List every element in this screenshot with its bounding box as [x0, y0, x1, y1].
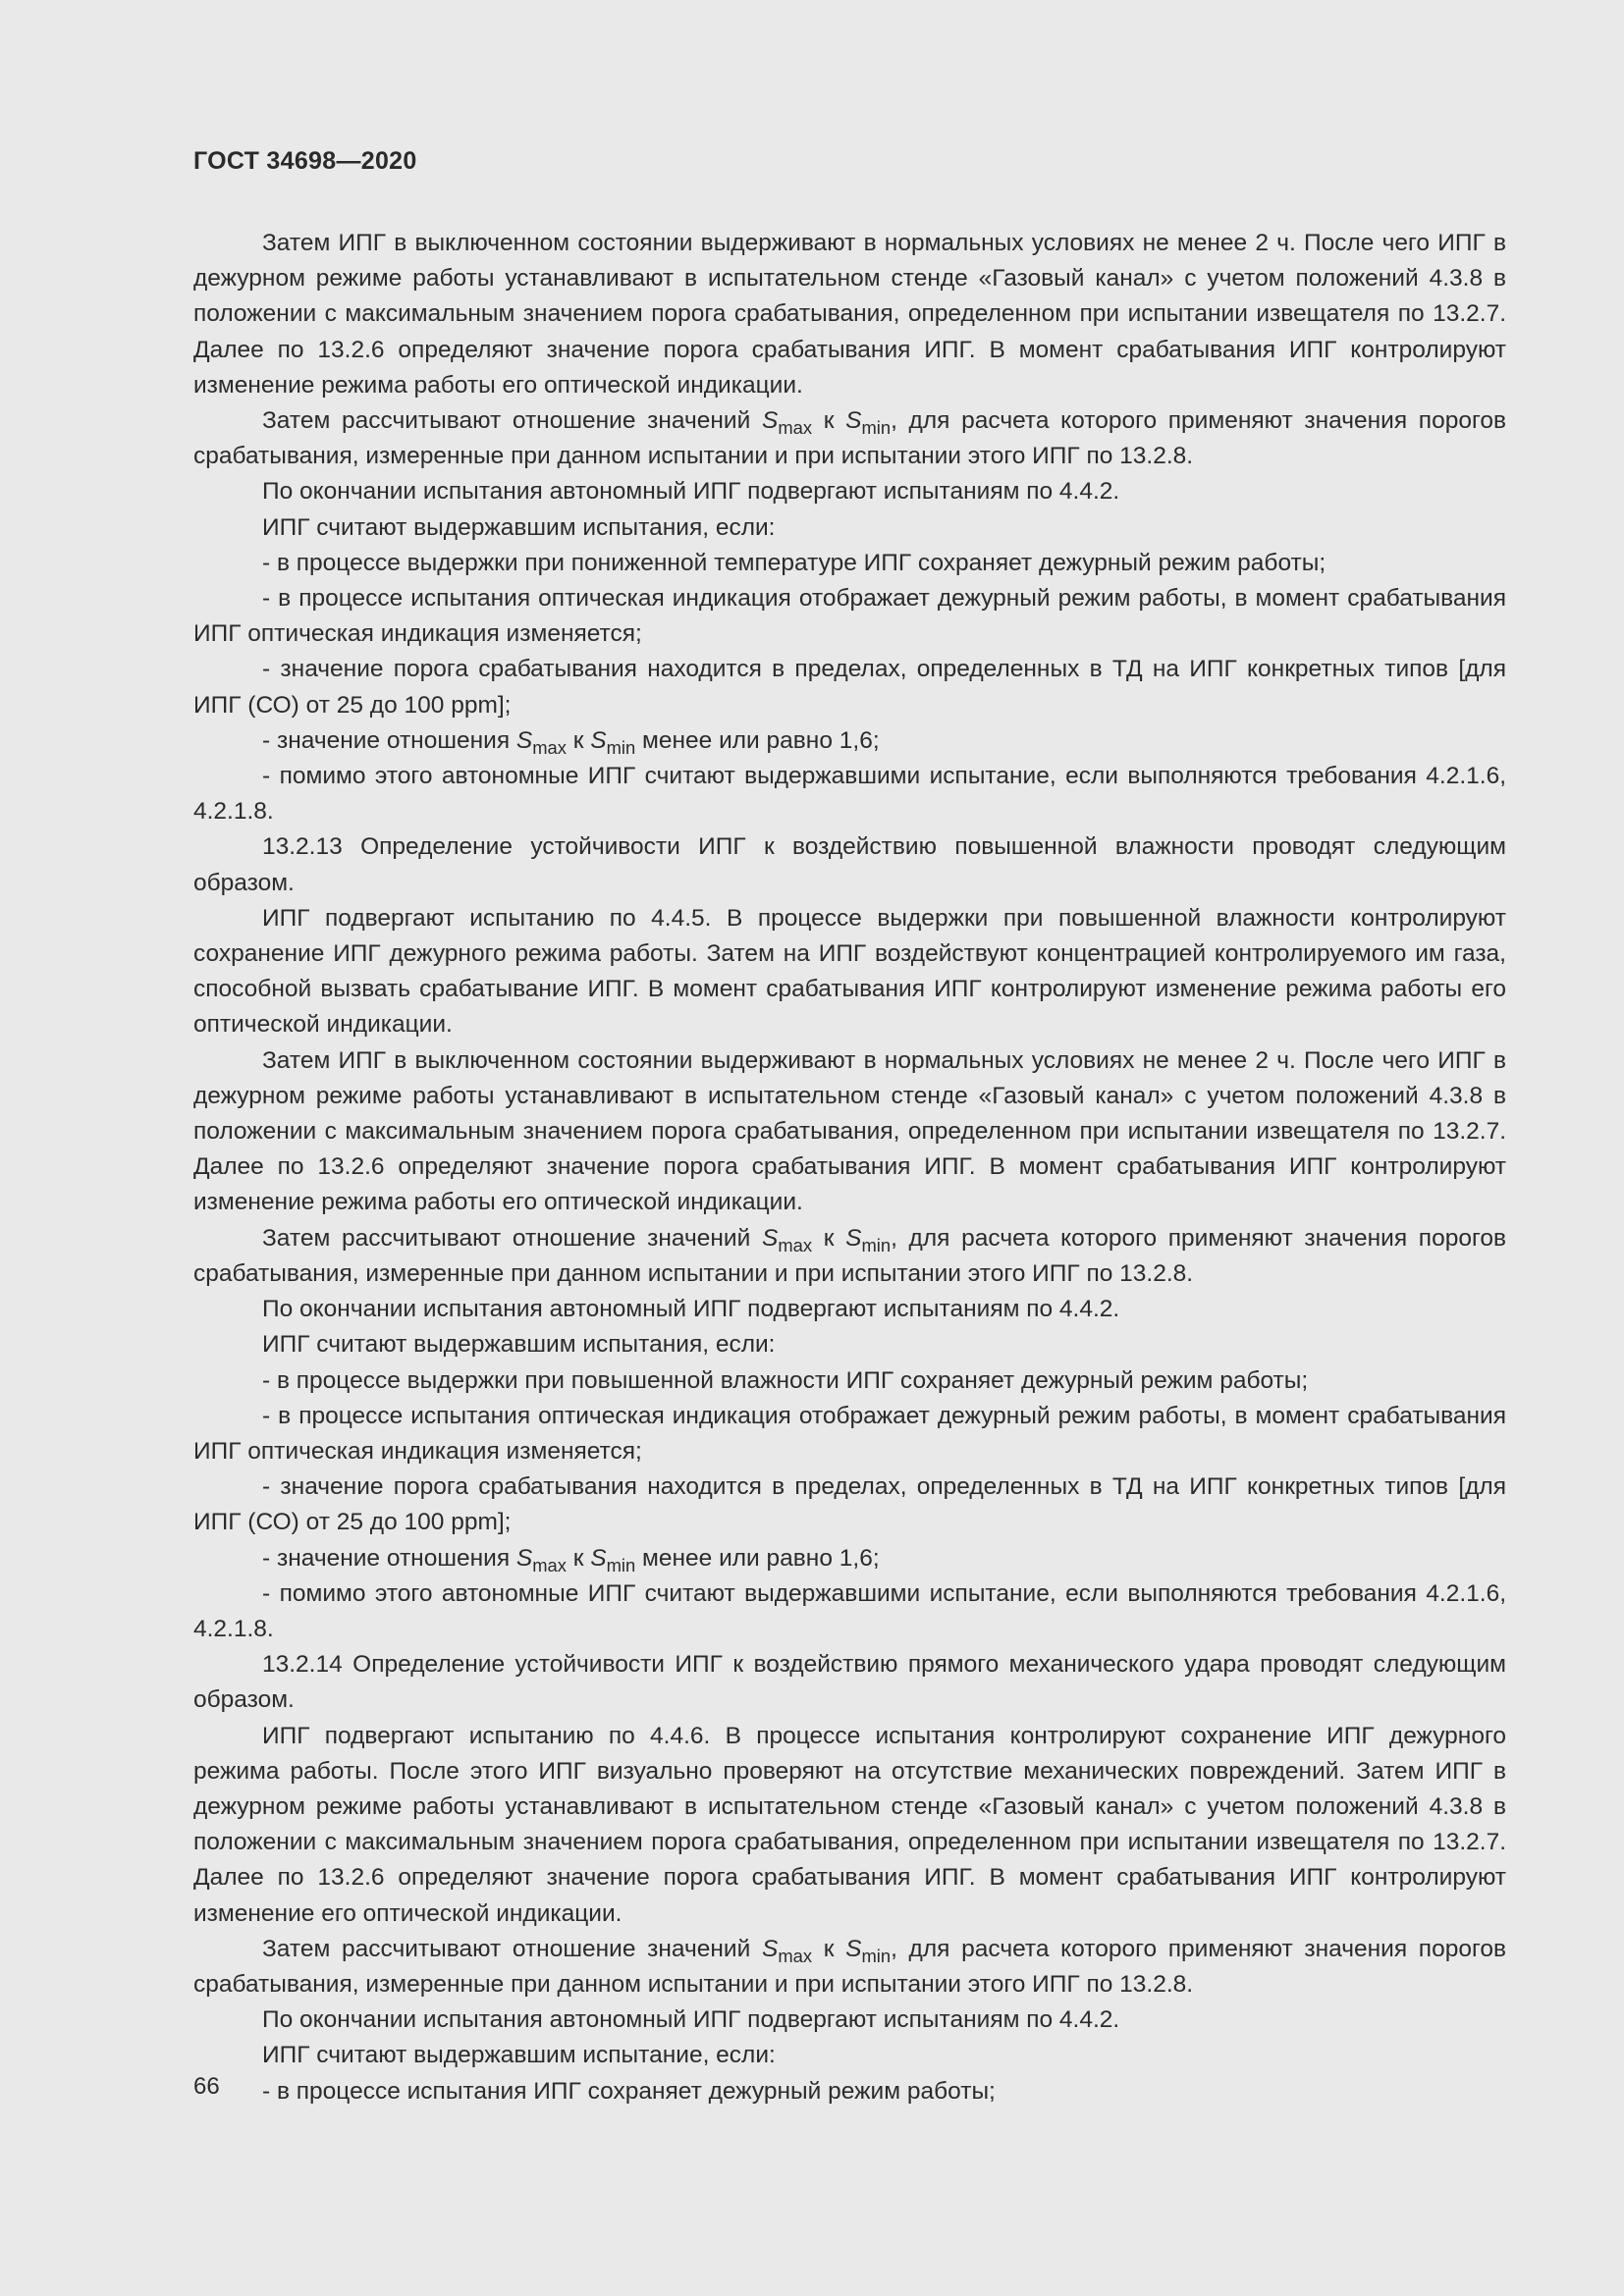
- paragraph: Затем ИПГ в выключенном состоянии выдерживают в нормальных условиях не менее 2 ч. После чего ИПГ в дежурном режиме работы устанавливают в испытательном стенде «Газовый канал» с учетом положений 4.3.8 в положении с максимальным значением порога срабатывания, определенном при испытании извещателя по 13.2.7. Далее по 13.2.6 определяют значение порога срабатывания ИПГ. В момент срабатывания ИПГ контролируют изменение режима работы его оптической индикации.: [193, 1046, 1506, 1216]
- s-min-symbol: $S_{min}$: [590, 726, 636, 759]
- paragraph: ИПГ считают выдержавшим испытания, если:: [262, 513, 776, 541]
- paragraph: Затем рассчитывают отношение значений $S_{max}$ к $S_{min}$, для расчета которого применяют значения порогов срабатывания, измеренные при данном испытании и при испытании этого ИПГ по 13.2.8.: [193, 1224, 1506, 1287]
- section-heading: 13.2.13 Определение устойчивости ИПГ к воздействию повышенной влажности проводят следующим образом.: [193, 833, 1506, 896]
- paragraph: ИПГ подвергают испытанию по 4.4.6. В процессе испытания контролируют сохранение ИПГ дежурного режима работы. После этого ИПГ визуально проверяют на отсутствие механических повреждений. Затем ИПГ в дежурном режиме работы устанавливают в испытательном стенде «Газовый канал» с учетом положений 4.3.8 в положении с максимальным значением порога срабатывания, определенном при испытании извещателя по 13.2.7. Далее по 13.2.6 определяют значение порога срабатывания ИПГ. В момент срабатывания ИПГ контролируют изменение его оптической индикации.: [193, 1722, 1506, 1927]
- s-max-symbol: $S_{max}$: [761, 1224, 813, 1256]
- list-item: - значение порога срабатывания находится в пределах, определенных в ТД на ИПГ конкретных типов [для ИПГ (СО) от 25 до 100 ppm];: [193, 1473, 1506, 1536]
- list-item: - в процессе испытания ИПГ сохраняет дежурный режим работы;: [262, 2077, 996, 2105]
- s-max-symbol: $S_{max}$: [515, 1544, 567, 1575]
- paragraph: ИПГ подвергают испытанию по 4.4.5. В процессе выдержки при повышенной влажности контролируют сохранение ИПГ дежурного режима работы. Затем на ИПГ воздействуют концентрацией контролируемого им газа, способной вызвать срабатывание ИПГ. В момент срабатывания ИПГ контролируют изменение режима работы его оптической индикации.: [193, 904, 1506, 1039]
- paragraph: Затем ИПГ в выключенном состоянии выдерживают в нормальных условиях не менее 2 ч. После чего ИПГ в дежурном режиме работы устанавливают в испытательном стенде «Газовый канал» с учетом положений 4.3.8 в положении с максимальным значением порога срабатывания, определенном при испытании извещателя по 13.2.7. Далее по 13.2.6 определяют значение порога срабатывания ИПГ. В момент срабатывания ИПГ контролируют изменение режима работы его оптической индикации.: [193, 230, 1506, 399]
- document-body: [193, 226, 1506, 2109]
- list-item: - помимо этого автономные ИПГ считают выдержавшими испытание, если выполняются требования 4.2.1.6, 4.2.1.8.: [193, 1579, 1506, 1642]
- list-item: - в процессе выдержки при пониженной температуре ИПГ сохраняет дежурный режим работы;: [262, 549, 1326, 576]
- s-min-symbol: $S_{min}$: [590, 1544, 636, 1575]
- paragraph: По окончании испытания автономный ИПГ подвергают испытаниям по 4.4.2.: [262, 2006, 1120, 2034]
- s-max-symbol: $S_{max}$: [761, 1935, 813, 1967]
- paragraph: ИПГ считают выдержавшим испытание, если:: [262, 2042, 776, 2069]
- section-heading: 13.2.14 Определение устойчивости ИПГ к воздействию прямого механического удара проводят следующим образом.: [193, 1651, 1506, 1714]
- s-min-symbol: $S_{min}$: [845, 1935, 892, 1967]
- paragraph: По окончании испытания автономный ИПГ подвергают испытаниям по 4.4.2.: [262, 1296, 1120, 1323]
- s-min-symbol: $S_{min}$: [845, 407, 892, 439]
- list-item: - в процессе испытания оптическая индикация отображает дежурный режим работы, в момент срабатывания ИПГ оптическая индикация изменяется;: [193, 1402, 1506, 1465]
- paragraph: Затем рассчитывают отношение значений $S_{max}$ к $S_{min}$, для расчета которого применяют значения порогов срабатывания, измеренные при данном испытании и при испытании этого ИПГ по 13.2.8.: [193, 407, 1506, 470]
- paragraph: По окончании испытания автономный ИПГ подвергают испытаниям по 4.4.2.: [262, 478, 1120, 506]
- list-item: - в процессе испытания оптическая индикация отображает дежурный режим работы, в момент срабатывания ИПГ оптическая индикация изменяется;: [193, 585, 1506, 648]
- s-max-symbol: $S_{max}$: [761, 407, 813, 439]
- list-item: - помимо этого автономные ИПГ считают выдержавшими испытание, если выполняются требования 4.2.1.6, 4.2.1.8.: [193, 763, 1506, 826]
- page-number: 66: [193, 2073, 220, 2100]
- list-item: - в процессе выдержки при повышенной влажности ИПГ сохраняет дежурный режим работы;: [262, 1366, 1309, 1394]
- s-min-symbol: $S_{min}$: [845, 1224, 892, 1256]
- list-item: - значение отношения $S_{max}$ к $S_{min}$ менее или равно 1,6;: [262, 1544, 880, 1575]
- document-header: ГОСТ 34698—2020: [193, 147, 417, 175]
- paragraph: Затем рассчитывают отношение значений $S_{max}$ к $S_{min}$, для расчета которого применяют значения порогов срабатывания, измеренные при данном испытании и при испытании этого ИПГ по 13.2.8.: [193, 1935, 1506, 1998]
- s-max-symbol: $S_{max}$: [515, 726, 567, 759]
- paragraph: ИПГ считают выдержавшим испытания, если:: [262, 1331, 776, 1359]
- list-item: - значение отношения $S_{max}$ к $S_{min}$ менее или равно 1,6;: [262, 726, 880, 759]
- list-item: - значение порога срабатывания находится в пределах, определенных в ТД на ИПГ конкретных типов [для ИПГ (СО) от 25 до 100 ppm];: [193, 656, 1506, 719]
